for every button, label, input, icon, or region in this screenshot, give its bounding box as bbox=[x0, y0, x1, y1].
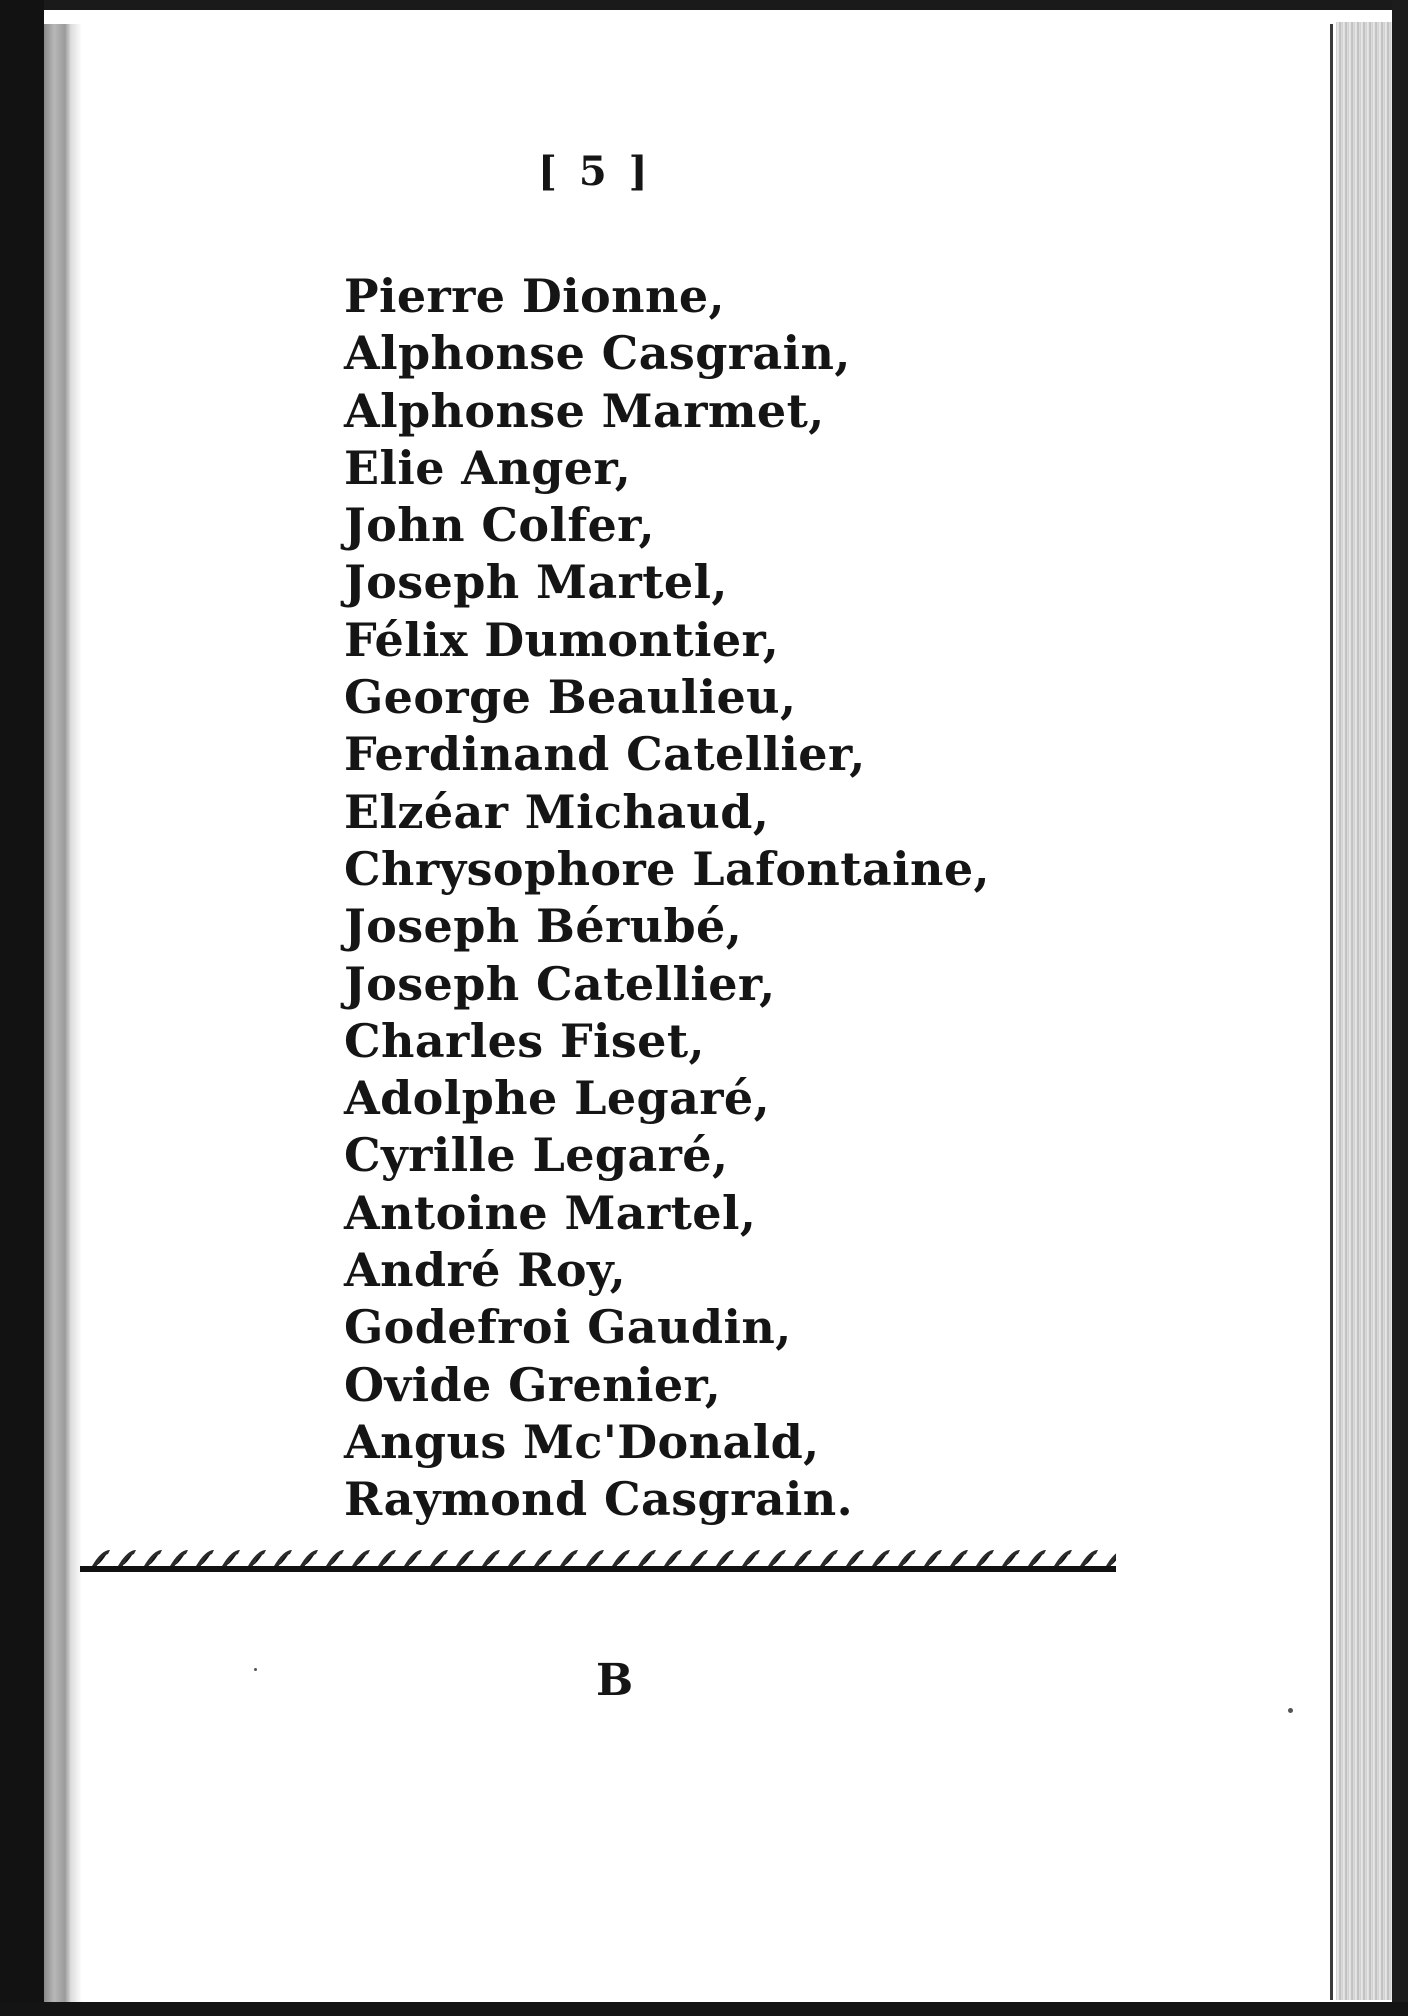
list-item: Alphonse Marmet, bbox=[344, 383, 825, 438]
list-item: George Beaulieu, bbox=[344, 670, 797, 725]
list-item: Ferdinand Catellier, bbox=[344, 727, 866, 782]
list-item: Pierre Dionne, bbox=[344, 269, 725, 323]
scan-left-border bbox=[0, 0, 44, 2016]
scan-top-border bbox=[0, 0, 1408, 10]
name-list bbox=[344, 268, 990, 1529]
list-item: Joseph Catellier, bbox=[344, 956, 776, 1011]
ink-speck bbox=[1288, 1708, 1293, 1713]
page-stack-edge bbox=[1336, 22, 1392, 2000]
list-item: Antoine Martel, bbox=[344, 1185, 757, 1240]
book-gutter bbox=[44, 24, 70, 2002]
gutter-shadow bbox=[70, 24, 82, 2002]
ornamental-rope-rule bbox=[80, 1542, 1116, 1578]
page-right-edge bbox=[1330, 24, 1333, 2000]
list-item: Godefroi Gaudin, bbox=[344, 1300, 792, 1355]
ink-speck bbox=[254, 1668, 257, 1671]
list-item: John Colfer, bbox=[344, 498, 655, 553]
list-item: Angus Mc'Donald, bbox=[344, 1414, 820, 1469]
list-item: Alphonse Casgrain, bbox=[344, 326, 851, 381]
rope-link-shade bbox=[1106, 1550, 1116, 1568]
signature-mark: B bbox=[596, 1655, 634, 1706]
list-item: Félix Dumontier, bbox=[344, 612, 780, 667]
rope-base-line bbox=[80, 1566, 1116, 1572]
list-item: Ovide Grenier, bbox=[344, 1357, 722, 1412]
list-item: Adolphe Legaré, bbox=[344, 1071, 770, 1126]
list-item: Raymond Casgrain. bbox=[344, 1472, 854, 1527]
list-item: Charles Fiset, bbox=[344, 1013, 705, 1068]
list-item: Cyrille Legaré, bbox=[344, 1128, 729, 1183]
scan-bottom-border bbox=[0, 2002, 1408, 2016]
page-number: [ 5 ] bbox=[538, 148, 652, 195]
scan-right-border bbox=[1392, 0, 1408, 2016]
list-item: André Roy, bbox=[344, 1243, 627, 1298]
list-item: Chrysophore Lafontaine, bbox=[344, 841, 990, 896]
list-item: Elzéar Michaud, bbox=[344, 784, 770, 839]
list-item: Elie Anger, bbox=[344, 440, 632, 495]
list-item: Joseph Martel, bbox=[344, 555, 728, 610]
list-item: Joseph Bérubé, bbox=[344, 899, 743, 954]
